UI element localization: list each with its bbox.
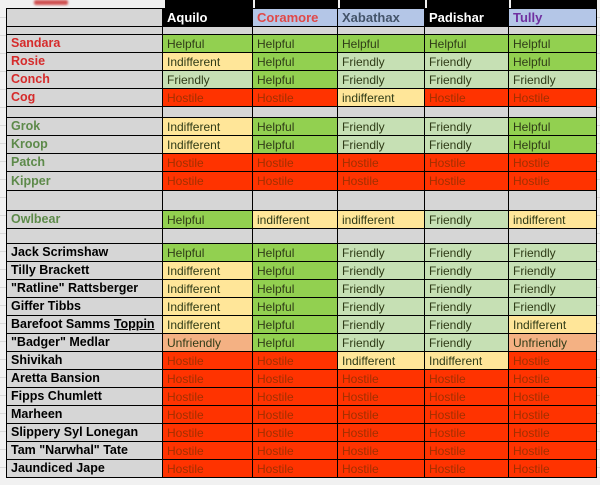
character-name-cell[interactable]: [6, 388, 163, 406]
character-name-cell[interactable]: [6, 89, 163, 107]
spacer-cell: [163, 27, 253, 35]
column-header-coramore[interactable]: Coramore: [253, 8, 338, 27]
character-name: Slippery Syl Lonegan: [11, 425, 139, 440]
table-row: [6, 460, 598, 478]
disposition-cell[interactable]: Indifferent: [509, 316, 597, 334]
disposition-cell[interactable]: Helpful: [253, 35, 338, 53]
character-name: "Ratline" Rattsberger: [11, 281, 139, 296]
disposition-cell[interactable]: Hostile: [338, 406, 425, 424]
disposition-cell[interactable]: Friendly: [425, 334, 509, 352]
table-row: [6, 35, 598, 53]
table-row: [6, 352, 598, 370]
disposition-cell[interactable]: Friendly: [425, 244, 509, 262]
disposition-cell[interactable]: Hostile: [425, 406, 509, 424]
character-name-cell[interactable]: [6, 71, 163, 89]
disposition-cell[interactable]: indifferent: [338, 211, 425, 229]
disposition-cell[interactable]: Friendly: [338, 118, 425, 136]
spacer-cell: [338, 107, 425, 118]
character-name: Giffer Tibbs: [11, 299, 81, 314]
header-row: [6, 8, 598, 27]
disposition-cell[interactable]: Friendly: [338, 280, 425, 298]
table-row: [6, 53, 598, 71]
disposition-cell[interactable]: Helpful: [253, 334, 338, 352]
spacer-row: [6, 27, 598, 35]
spacer-row: [6, 107, 598, 118]
disposition-cell[interactable]: Helpful: [253, 71, 338, 89]
disposition-cell[interactable]: Hostile: [253, 424, 338, 442]
disposition-cell[interactable]: Helpful: [509, 35, 597, 53]
spacer-cell: [253, 107, 338, 118]
table-row: [6, 172, 598, 191]
disposition-cell[interactable]: Friendly: [425, 262, 509, 280]
disposition-cell[interactable]: Hostile: [253, 89, 338, 107]
spacer-cell: [509, 229, 597, 244]
disposition-cell[interactable]: Unfriendly: [509, 334, 597, 352]
disposition-cell[interactable]: Hostile: [425, 460, 509, 478]
spacer-cell: [338, 191, 425, 211]
disposition-cell[interactable]: Helpful: [253, 136, 338, 154]
table-row: [6, 262, 598, 280]
disposition-cell[interactable]: Hostile: [338, 424, 425, 442]
disposition-cell[interactable]: Hostile: [509, 154, 597, 172]
disposition-cell[interactable]: Friendly: [425, 316, 509, 334]
disposition-cell[interactable]: Helpful: [253, 316, 338, 334]
disposition-cell[interactable]: Hostile: [509, 172, 597, 191]
character-name: Aretta Bansion: [11, 371, 100, 386]
table-row: [6, 388, 598, 406]
disposition-cell[interactable]: Hostile: [163, 460, 253, 478]
disposition-cell[interactable]: indifferent: [338, 89, 425, 107]
column-header-padishar[interactable]: Padishar: [425, 8, 509, 27]
character-name-cell[interactable]: [6, 460, 163, 478]
spacer-cell: [509, 27, 597, 35]
disposition-cell[interactable]: Hostile: [163, 388, 253, 406]
cropped-top-row: [6, 0, 598, 8]
table-row: [6, 89, 598, 107]
disposition-cell[interactable]: Hostile: [163, 442, 253, 460]
character-name-cell[interactable]: [6, 136, 163, 154]
spacer-cell: [425, 27, 509, 35]
disposition-cell[interactable]: Hostile: [509, 352, 597, 370]
column-header-tully[interactable]: Tully: [509, 8, 597, 27]
disposition-cell[interactable]: Helpful: [163, 211, 253, 229]
disposition-cell[interactable]: Friendly: [509, 298, 597, 316]
disposition-cell[interactable]: Indifferent: [163, 118, 253, 136]
disposition-cell[interactable]: Hostile: [425, 172, 509, 191]
table-row: [6, 244, 598, 262]
character-name: Tam "Narwhal" Tate: [11, 443, 128, 458]
spacer-cell: [253, 191, 338, 211]
table-row: [6, 71, 598, 89]
disposition-cell[interactable]: Hostile: [509, 89, 597, 107]
disposition-cell[interactable]: Hostile: [163, 172, 253, 191]
character-name-cell[interactable]: [6, 316, 163, 334]
disposition-cell[interactable]: Indifferent: [163, 136, 253, 154]
character-name: Shivikah: [11, 353, 63, 368]
disposition-cell[interactable]: Hostile: [253, 442, 338, 460]
disposition-cell[interactable]: Friendly: [338, 316, 425, 334]
disposition-cell[interactable]: Indifferent: [163, 262, 253, 280]
disposition-cell[interactable]: Hostile: [425, 442, 509, 460]
disposition-cell[interactable]: Hostile: [509, 406, 597, 424]
spacer-cell: [163, 229, 253, 244]
disposition-cell[interactable]: Helpful: [253, 280, 338, 298]
character-name: Owlbear: [11, 212, 61, 227]
cropped-row-artifact: [34, 0, 68, 5]
disposition-cell[interactable]: Friendly: [425, 53, 509, 71]
disposition-cell[interactable]: Friendly: [425, 71, 509, 89]
character-name: Fipps Chumlett: [11, 389, 102, 404]
disposition-cell[interactable]: Friendly: [509, 71, 597, 89]
disposition-cell[interactable]: Hostile: [253, 154, 338, 172]
disposition-cell[interactable]: Hostile: [509, 460, 597, 478]
disposition-cell[interactable]: Helpful: [253, 118, 338, 136]
column-header-aquilo[interactable]: Aquilo: [163, 8, 253, 27]
character-name-cell[interactable]: [6, 406, 163, 424]
disposition-cell[interactable]: Indifferent: [163, 298, 253, 316]
character-name-cell[interactable]: [6, 280, 163, 298]
spacer-cell: [425, 107, 509, 118]
disposition-cell[interactable]: Hostile: [425, 388, 509, 406]
cropped-header-cell: [338, 0, 425, 8]
disposition-cell[interactable]: Hostile: [509, 424, 597, 442]
disposition-cell[interactable]: Helpful: [509, 53, 597, 71]
character-name: Kipper: [11, 173, 51, 188]
disposition-cell[interactable]: Hostile: [163, 89, 253, 107]
disposition-cell[interactable]: Hostile: [253, 370, 338, 388]
spacer-cell: [425, 229, 509, 244]
spacer-cell: [163, 107, 253, 118]
table-row: [6, 316, 598, 334]
character-name-cell[interactable]: [6, 352, 163, 370]
disposition-cell[interactable]: Friendly: [338, 136, 425, 154]
header-corner-cell[interactable]: [6, 8, 163, 27]
disposition-cell[interactable]: Helpful: [163, 244, 253, 262]
disposition-cell[interactable]: Hostile: [509, 442, 597, 460]
character-name-cell[interactable]: [6, 334, 163, 352]
disposition-cell[interactable]: Hostile: [253, 406, 338, 424]
disposition-cell[interactable]: Friendly: [338, 298, 425, 316]
disposition-cell[interactable]: Friendly: [338, 262, 425, 280]
spacer-row: [6, 229, 598, 244]
disposition-cell[interactable]: Friendly: [425, 118, 509, 136]
character-name: Marheen: [11, 407, 63, 422]
disposition-cell[interactable]: Friendly: [425, 298, 509, 316]
cropped-header-cell: [163, 0, 253, 8]
table-row: [6, 280, 598, 298]
disposition-cell[interactable]: Hostile: [163, 352, 253, 370]
spacer-row: [6, 191, 598, 211]
character-name-cell[interactable]: [6, 211, 163, 229]
disposition-cell[interactable]: Hostile: [338, 172, 425, 191]
disposition-cell[interactable]: Unfriendly: [163, 334, 253, 352]
cropped-header-cell: [253, 0, 338, 8]
character-name: Sandara: [11, 36, 61, 51]
character-name-cell[interactable]: [6, 370, 163, 388]
disposition-cell[interactable]: Hostile: [163, 370, 253, 388]
disposition-cell[interactable]: Hostile: [425, 154, 509, 172]
column-header-xabathax[interactable]: Xabathax: [338, 8, 425, 27]
disposition-cell[interactable]: Friendly: [338, 244, 425, 262]
cropped-header-cell: [509, 0, 597, 8]
character-name: Conch: [11, 72, 50, 87]
spacer-cell: [509, 191, 597, 211]
disposition-cell[interactable]: Friendly: [425, 211, 509, 229]
disposition-cell[interactable]: Helpful: [163, 35, 253, 53]
disposition-cell[interactable]: indifferent: [253, 211, 338, 229]
table-row: [6, 370, 598, 388]
spacer-cell: [6, 191, 163, 211]
disposition-cell[interactable]: Hostile: [509, 388, 597, 406]
spacer-cell: [163, 191, 253, 211]
character-name-cell[interactable]: [6, 424, 163, 442]
character-name-cell[interactable]: [6, 35, 163, 53]
disposition-cell[interactable]: Hostile: [163, 424, 253, 442]
table-row: [6, 334, 598, 352]
character-name: Cog: [11, 90, 36, 105]
table-row: [6, 424, 598, 442]
character-name: Jaundiced Jape: [11, 461, 105, 476]
disposition-cell[interactable]: Hostile: [253, 172, 338, 191]
character-name: Tilly Brackett: [11, 263, 90, 278]
spacer-cell: [338, 27, 425, 35]
table-row: [6, 406, 598, 424]
disposition-cell[interactable]: Hostile: [163, 154, 253, 172]
spacer-cell: [425, 191, 509, 211]
disposition-cell[interactable]: Friendly: [509, 262, 597, 280]
disposition-cell[interactable]: Friendly: [509, 244, 597, 262]
table-row: [6, 442, 598, 460]
spacer-cell: [6, 27, 163, 35]
disposition-cell[interactable]: Helpful: [253, 244, 338, 262]
spacer-cell: [253, 27, 338, 35]
character-name-underlined-part: Toppin: [113, 317, 155, 332]
disposition-cell[interactable]: Hostile: [338, 442, 425, 460]
disposition-cell[interactable]: indifferent: [509, 211, 597, 229]
character-name: Grok: [11, 119, 41, 134]
table-row: [6, 154, 598, 172]
disposition-cell[interactable]: Hostile: [425, 424, 509, 442]
table-row: [6, 118, 598, 136]
disposition-cell[interactable]: Helpful: [509, 118, 597, 136]
character-name-cell[interactable]: [6, 442, 163, 460]
disposition-cell[interactable]: Helpful: [509, 136, 597, 154]
disposition-cell[interactable]: Hostile: [163, 406, 253, 424]
character-name: Jack Scrimshaw: [11, 245, 109, 260]
character-name-cell[interactable]: [6, 154, 163, 172]
disposition-cell[interactable]: Friendly: [425, 136, 509, 154]
cropped-name-area: [6, 0, 163, 8]
disposition-cell[interactable]: Hostile: [253, 460, 338, 478]
character-name: Rosie: [11, 54, 46, 69]
table-row: [6, 136, 598, 154]
spacer-cell: [6, 229, 163, 244]
disposition-cell[interactable]: Friendly: [509, 280, 597, 298]
disposition-cell[interactable]: Hostile: [338, 154, 425, 172]
character-name: Kroop: [11, 137, 48, 152]
character-name: Barefoot Samms: [11, 317, 111, 332]
disposition-cell[interactable]: Friendly: [338, 53, 425, 71]
disposition-cell[interactable]: Friendly: [163, 71, 253, 89]
disposition-cell[interactable]: Friendly: [425, 280, 509, 298]
disposition-cell[interactable]: Helpful: [425, 35, 509, 53]
disposition-cell[interactable]: Hostile: [338, 388, 425, 406]
disposition-cell[interactable]: Hostile: [509, 370, 597, 388]
character-name-cell[interactable]: [6, 118, 163, 136]
character-name-cell[interactable]: [6, 244, 163, 262]
character-name: "Badger" Medlar: [11, 335, 110, 350]
table-row: [6, 211, 598, 229]
disposition-cell[interactable]: Friendly: [338, 334, 425, 352]
disposition-cell[interactable]: Indifferent: [163, 280, 253, 298]
table-row: [6, 298, 598, 316]
cropped-header-cell: [425, 0, 509, 8]
character-name-cell[interactable]: [6, 298, 163, 316]
disposition-cell[interactable]: Helpful: [338, 35, 425, 53]
disposition-cell[interactable]: Hostile: [425, 89, 509, 107]
character-name-cell[interactable]: [6, 172, 163, 191]
spacer-cell: [509, 107, 597, 118]
disposition-cell[interactable]: Hostile: [338, 460, 425, 478]
disposition-cell[interactable]: Helpful: [253, 298, 338, 316]
spacer-cell: [253, 229, 338, 244]
disposition-cell[interactable]: Hostile: [253, 388, 338, 406]
character-name-cell[interactable]: [6, 53, 163, 71]
spacer-cell: [338, 229, 425, 244]
disposition-cell[interactable]: Hostile: [338, 370, 425, 388]
disposition-table: [6, 0, 598, 478]
disposition-cell[interactable]: Hostile: [425, 370, 509, 388]
disposition-cell[interactable]: Indifferent: [163, 53, 253, 71]
disposition-cell[interactable]: Friendly: [338, 71, 425, 89]
disposition-cell[interactable]: Indifferent: [425, 352, 509, 370]
character-name: Patch: [11, 155, 46, 170]
character-name-cell[interactable]: [6, 262, 163, 280]
disposition-cell[interactable]: Helpful: [253, 262, 338, 280]
disposition-cell[interactable]: Indifferent: [163, 316, 253, 334]
disposition-cell[interactable]: Indifferent: [338, 352, 425, 370]
disposition-cell[interactable]: Helpful: [253, 53, 338, 71]
spacer-cell: [6, 107, 163, 118]
disposition-cell[interactable]: Hostile: [253, 352, 338, 370]
